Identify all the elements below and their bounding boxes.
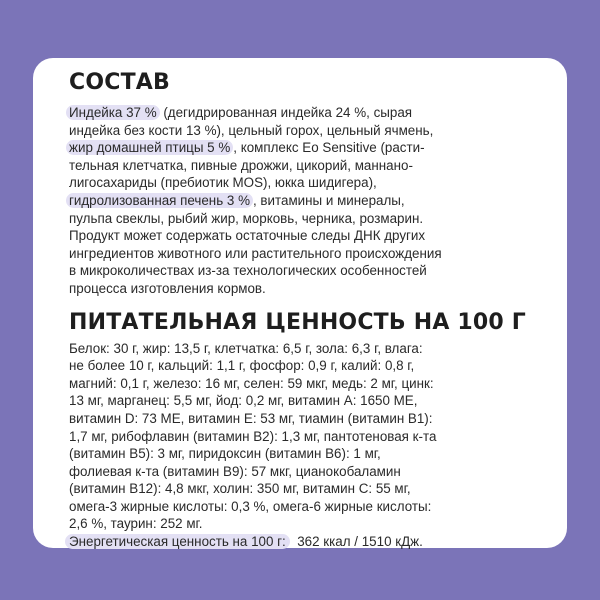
composition-line [69,280,531,298]
nutrition-line: Белок: 30 г, жир: 13,5 г, клетчатка: 6,5 г, зола: 6,3 г, влага: [69,340,423,356]
highlight-ingredient: Индейка 37 % [66,105,160,120]
composition-text [69,104,531,298]
composition-line [69,104,531,122]
energy-line [69,533,531,551]
highlight-ingredient: жир домашней птицы 5 % [66,140,233,155]
nutrition-line: 1,7 мг, рибофлавин (витамин В2): 1,3 мг, пантотеновая к-та [69,428,437,444]
composition-line [69,262,531,280]
content-card [33,58,567,548]
nutrition-title: ПИТАТЕЛЬНАЯ ЦЕННОСТЬ НА 100 Г [69,309,527,335]
nutrition-line: магний: 0,1 г, железо: 16 мг, селен: 59 мкг, медь: 2 мг, цинк: [69,375,434,391]
nutrition-line: (витамин В5): 3 мг, пиридоксин (витамин В6): 1 мг, [69,446,381,462]
nutrition-line: не более 10 г, кальций: 1,1 г, фосфор: 0,9 г, калий: 0,8 г, [69,358,415,374]
composition-line [69,174,531,192]
composition-line-text: , витамины и минералы, [252,192,405,208]
nutrition-line: фолиевая к-та (витамин В9): 57 мкг, цианокобаламин [69,463,401,479]
composition-line-text: процесса изготовления кормов. [69,280,266,296]
composition-line-text: (дегидрированная индейка 24 %, сырая [159,105,413,120]
composition-line [69,122,531,140]
composition-line-text: тельная клетчатка, пивные дрожжи, цикорий, маннано- [69,157,413,173]
nutrition-line: омега-3 жирные кислоты: 0,3 %, омега-6 жирные кислоты: [69,498,432,514]
composition-line-text: индейка без кости 13 %), цельный горох, цельный ячмень, [69,122,434,138]
composition-line-text: пульпа свеклы, рыбий жир, морковь, черника, розмарин. [69,210,424,226]
energy-value: 362 ккал / 1510 кДж. [297,534,423,550]
nutrition-line: 13 мг, марганец: 5,5 мг, йод: 0,2 мг, витамин A: 1650 МЕ, [69,393,418,409]
highlight-ingredient: гидролизованная печень 3 % [66,193,253,208]
nutrition-line: 2,6 %, таурин: 252 мг. [69,516,203,532]
energy-label: Энергетическая ценность на 100 г: [65,534,290,549]
nutrition-text [69,340,531,551]
composition-line [69,157,531,175]
composition-line-text: , комплекс Eo Sensitive (расти- [233,140,425,156]
composition-line-text: лигосахариды (пребиотик MOS), юкка шидигера), [69,175,377,191]
composition-line [69,245,531,263]
composition-line [69,210,531,228]
composition-title: СОСТАВ [69,70,170,95]
composition-line [69,192,531,210]
composition-line [69,227,531,245]
composition-line [69,139,531,157]
nutrition-line: витамин D: 73 МЕ, витамин E: 53 мг, тиамин (витамин В1): [69,410,433,426]
composition-line-text: Продукт может содержать остаточные следы ДНК других [69,228,426,244]
nutrition-line: (витамин В12): 4,8 мкг, холин: 350 мг, витамин С: 55 мг, [69,481,411,497]
composition-line-text: ингредиентов животного или растительного происхождения [69,245,442,261]
composition-line-text: в микроколичествах из-за технологических особенностей [69,263,427,279]
